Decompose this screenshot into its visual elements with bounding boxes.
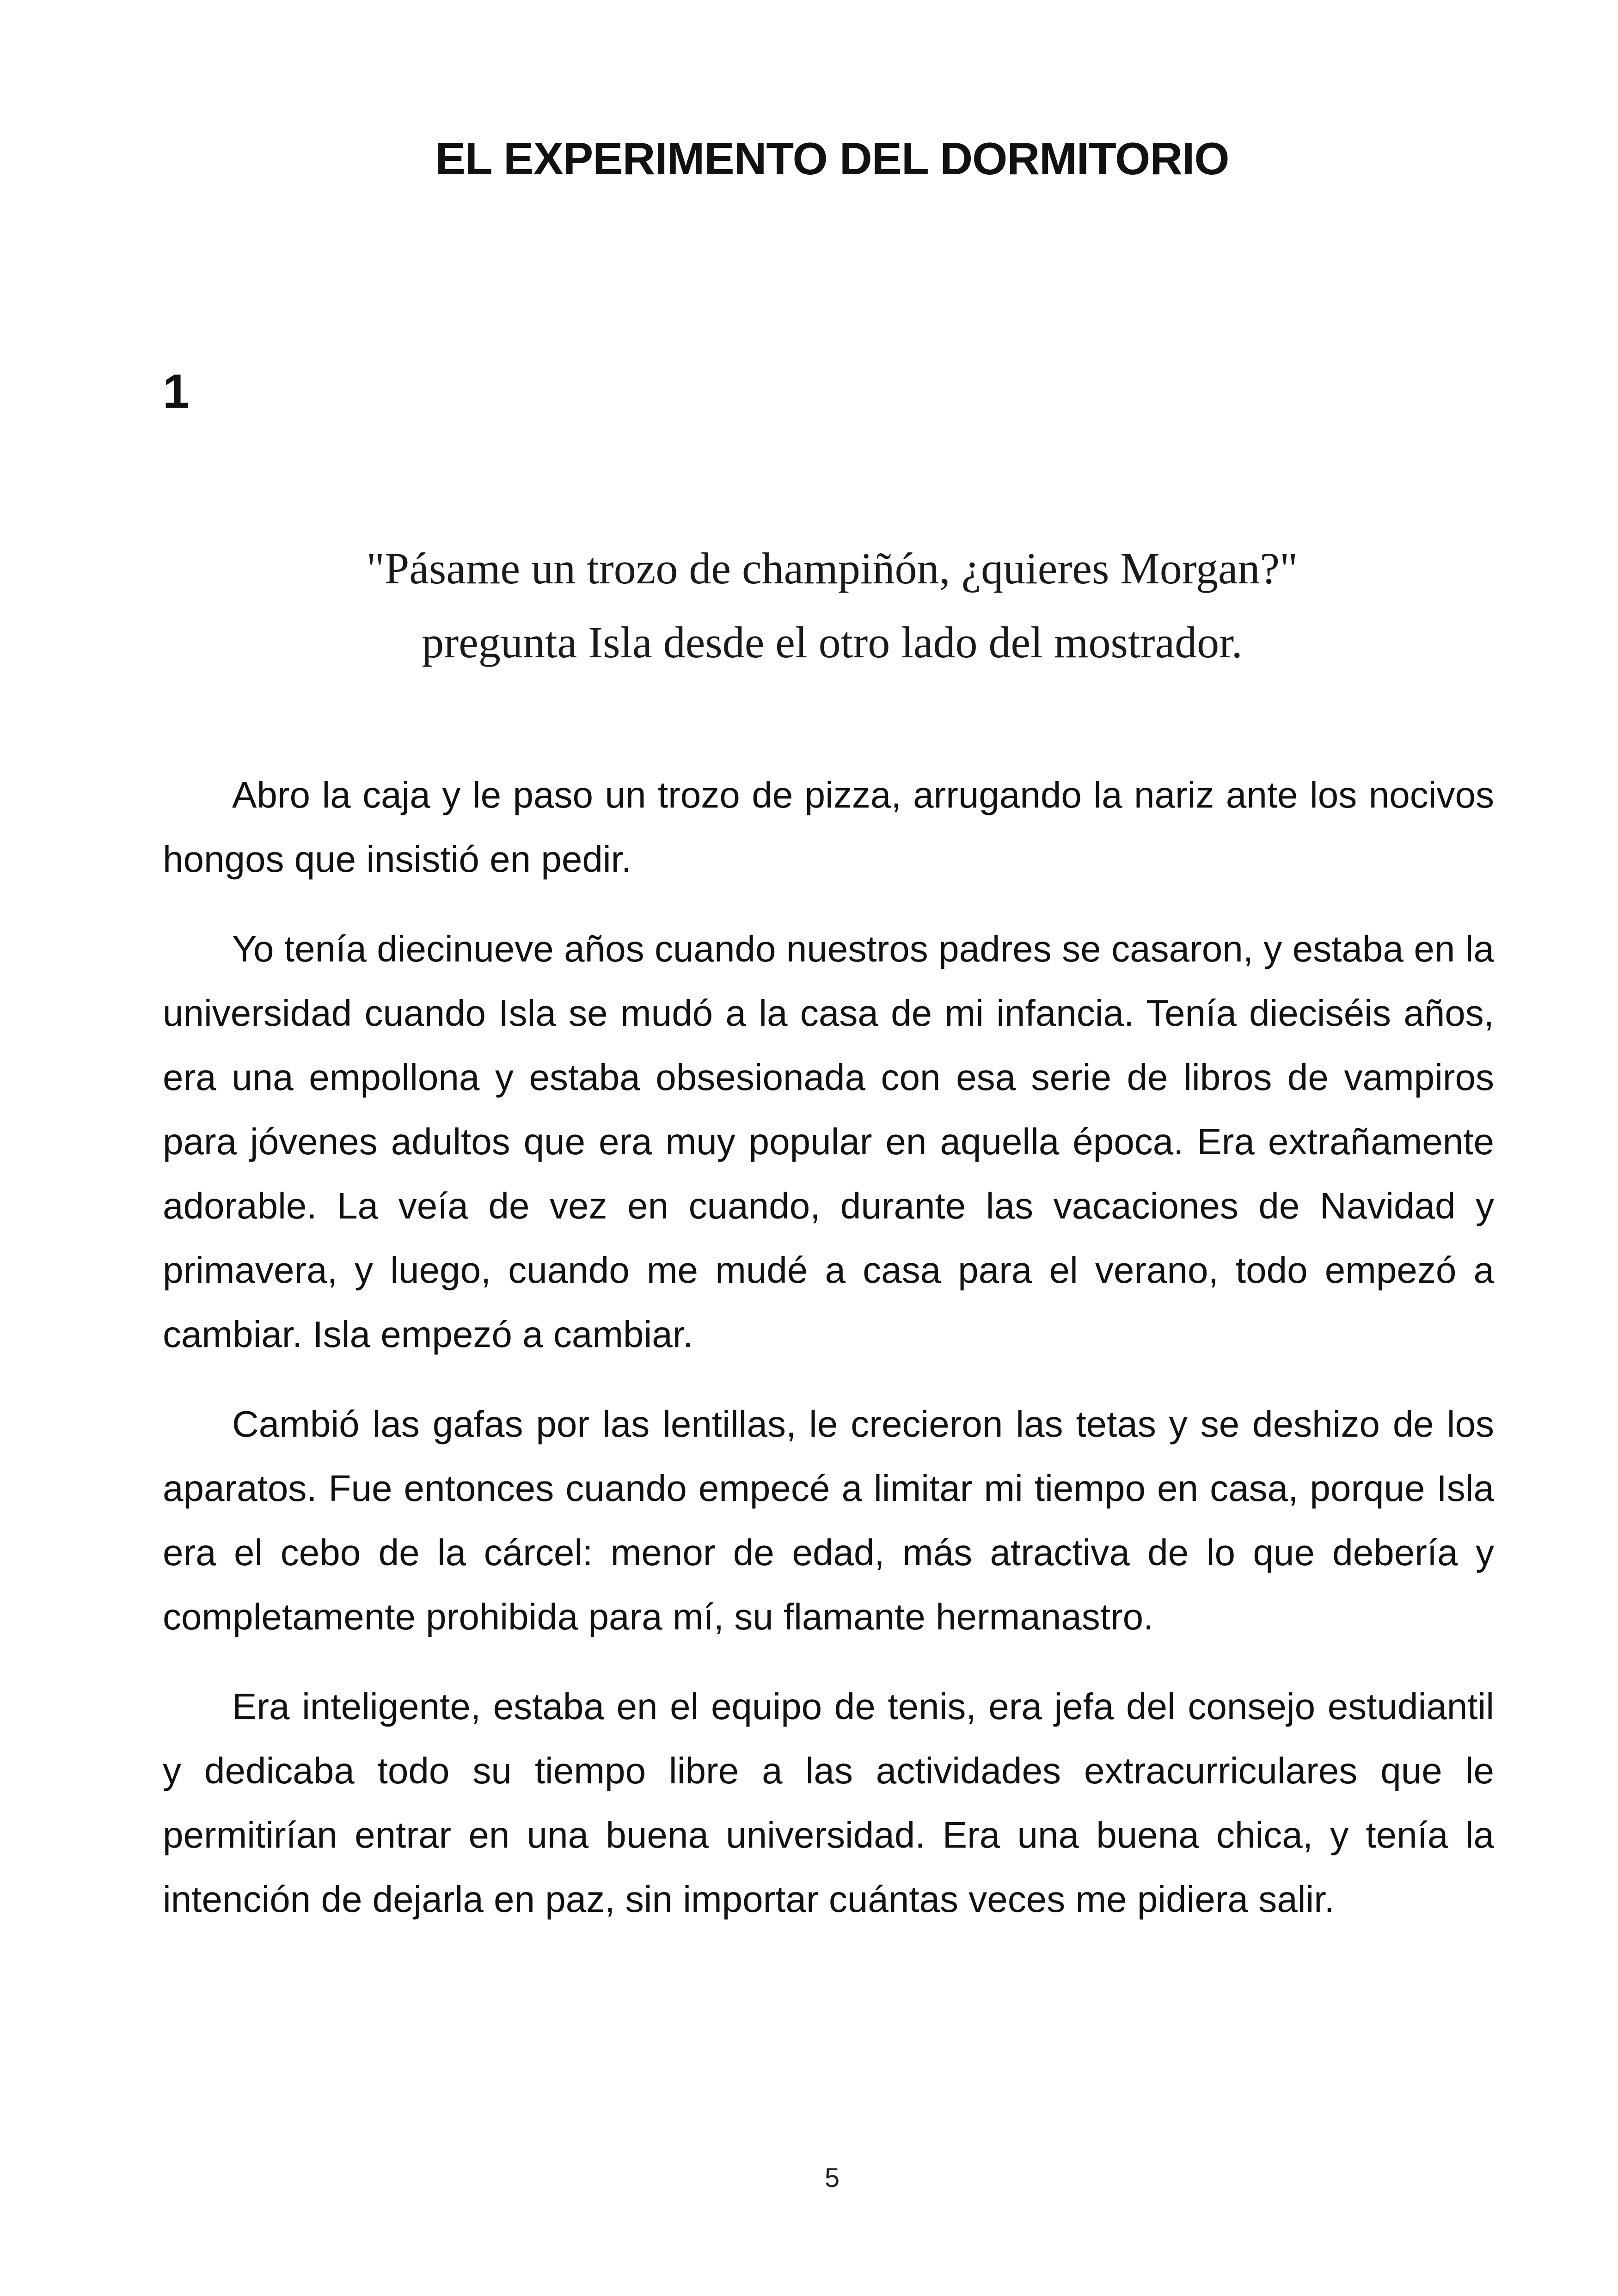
paragraph-4: Era inteligente, estaba en el equipo de tenis, era jefa del consejo estudiantil y dedicaba todo su tiempo libre a las actividades extracurriculares que le permitirían entrar en una buena universidad. Era una buena chica, y tenía la intención de dejarla en paz, sin importar cuántas veces me pidiera salir. <box>163 1686 1494 1920</box>
paragraph-3: Cambió las gafas por las lentillas, le crecieron las tetas y se deshizo de los aparatos. Fue entonces cuando empecé a limitar mi tiempo en casa, porque Isla era el cebo de la cárcel: menor de edad, más atractiva de lo que debería y completamente prohibida para mí, su flamante hermanastro. <box>163 1403 1494 1637</box>
paragraph-2: Yo tenía diecinueve años cuando nuestros padres se casaron, y estaba en la universidad cuando Isla se mudó a la casa de mi infancia. Tenía dieciséis años, era una empollona y estaba obsesionada con esa serie de libros de vampiros para jóvenes adultos que era muy popular en aquella época. Era extrañamente adorable. La veía de vez en cuando, durante las vacaciones de Navidad y primavera, y luego, cuando me mudé a casa para el verano, todo empezó a cambiar. Isla empezó a cambiar. <box>163 928 1494 1355</box>
paragraph-1: Abro la caja y le paso un trozo de pizza, arrugando la nariz ante los nocivos hongos que insistió en pedir. <box>163 774 1494 880</box>
epigraph-line-1: "Pásame un trozo de champiñón, ¿quieres Morgan?" <box>366 544 1298 593</box>
epigraph <box>0 532 1618 680</box>
page-title: EL EXPERIMENTO DEL DORMITORIO <box>435 133 1229 184</box>
body-text <box>163 763 1494 1957</box>
chapter-number: 1 <box>163 365 190 418</box>
epigraph-line-2: pregunta Isla desde el otro lado del mostrador. <box>422 618 1243 667</box>
page-number: 5 <box>824 2163 840 2193</box>
